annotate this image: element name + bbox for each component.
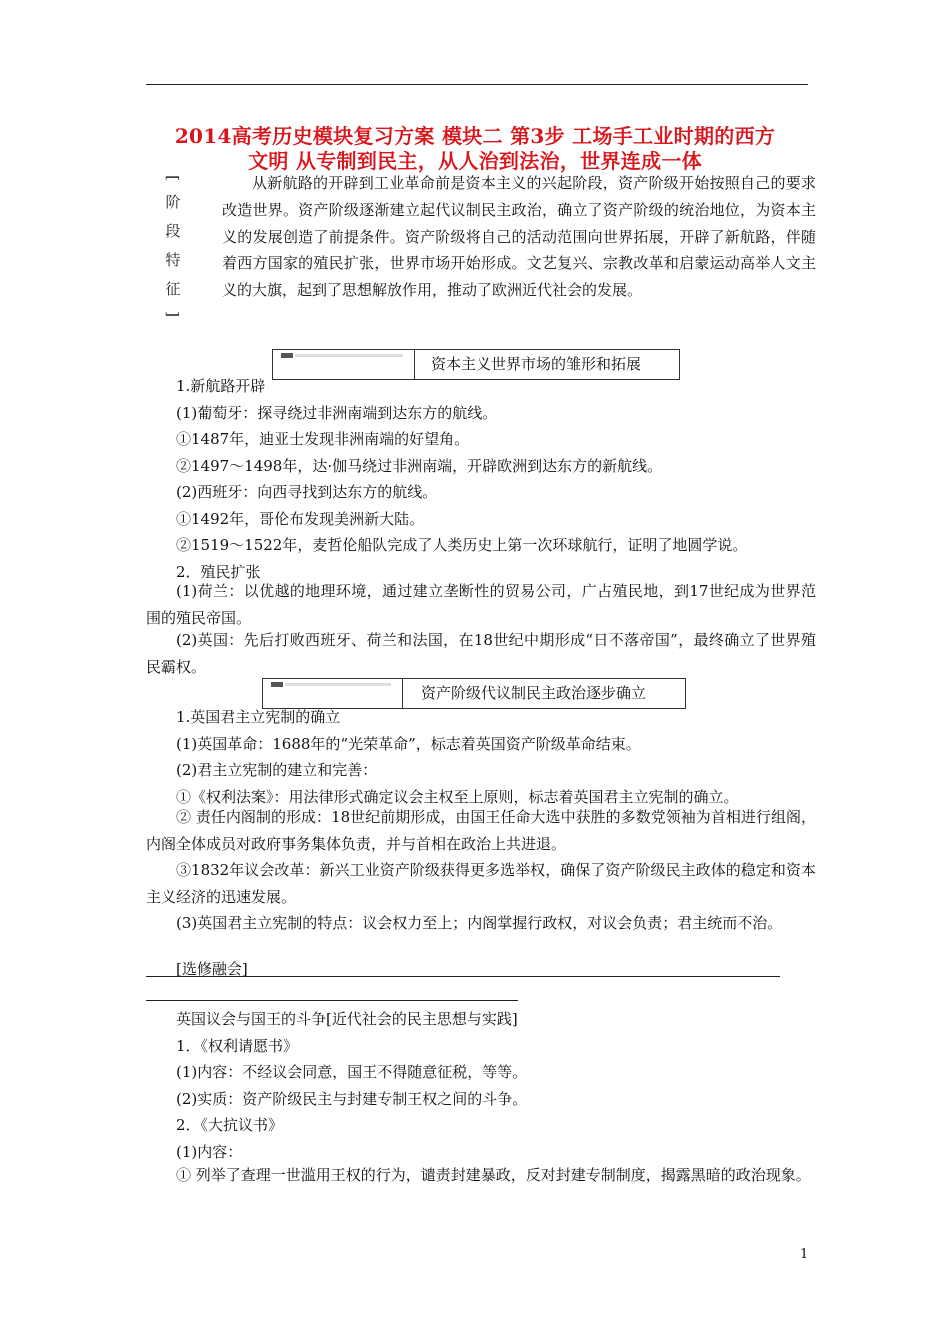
header-rule — [146, 84, 808, 85]
stage-feature-label — [160, 168, 186, 324]
text-line: ①《权利法案》：用法律形式确定议会主权至上原则，标志着英国君主立宪制的确立。 — [176, 788, 739, 806]
text-line: 英国议会与国王的斗争[近代社会的民主思想与实践] — [176, 1010, 518, 1028]
elective-rule-1 — [146, 976, 780, 977]
text-line: 2．《大抗议书》 — [176, 1116, 284, 1134]
text-line: ②1497～1498年，达·伽马绕过非洲南端，开辟欧洲到达东方的新航线。 — [176, 457, 663, 475]
elective-label: [选修融会] — [176, 960, 248, 978]
text-line: (1)内容：不经议会同意，国王不得随意征税，等等。 — [176, 1063, 528, 1081]
stage-char-3: 特 — [165, 251, 181, 269]
text-line: (2)实质：资产阶级民主与封建专制王权之间的斗争。 — [176, 1090, 528, 1108]
stage-char-4: 征 — [165, 280, 181, 298]
text-line: (1)葡萄牙：探寻绕过非洲南端到达东方的航线。 — [176, 404, 498, 422]
elective-rule-2 — [146, 1000, 518, 1001]
section-heading-2: 资产阶级代议制民主政治逐步确立 — [421, 684, 647, 702]
text-line: ①1492年，哥伦布发现美洲新大陆。 — [176, 510, 425, 528]
text-line: 2．殖民扩张 — [176, 563, 261, 581]
text-line: (1)内容： — [176, 1143, 243, 1161]
text-line: ②1519～1522年，麦哲伦船队完成了人类历史上第一次环球航行，证明了地圆学说。 — [176, 536, 748, 554]
paragraph-cabinet: ② 责任内阁制的形成：18世纪前期形成，由国王任命大选中获胜的多数党领袖为首相进行组阁，内阁全体成员对政府事务集体负责，并与首相在政治上共进退。 — [146, 808, 816, 853]
text-line: ①1487年，迪亚士发现非洲南端的好望角。 — [176, 430, 470, 448]
paragraph-reform: ③1832年议会改革：新兴工业资产阶级获得更多选举权，确保了资产阶级民主政体的稳定和资本主义经济的迅速发展。 — [146, 861, 816, 906]
paragraph-charles: ① 列举了查理一世滥用王权的行为，谴责封建暴政，反对封建专制制度，揭露黑暗的政治现象。 — [176, 1166, 811, 1184]
page-number: 1 — [800, 1247, 809, 1262]
title-line-1: 2014高考历史模块复习方案 模块二 第3步 工场手工业时期的西方 — [174, 124, 776, 148]
bracket-open: [ — [164, 175, 182, 181]
text-line: (2)君主立宪制的建立和完善： — [176, 761, 378, 779]
paragraph-features: (3)英国君主立宪制的特点：议会权力至上；内阁掌握行政权，对议会负责；君主统而不治。 — [176, 914, 783, 932]
bracket-close: ] — [164, 311, 182, 317]
document-title — [120, 124, 830, 174]
stage-char-2: 段 — [165, 222, 181, 240]
text-line: (2)西班牙：向西寻找到达东方的航线。 — [176, 483, 438, 501]
text-line: 1.新航路开辟 — [176, 377, 266, 395]
paragraph-holland: (1)荷兰：以优越的地理环境，通过建立垄断性的贸易公司，广占殖民地，到17世纪成为世界范围的殖民帝国。 — [146, 582, 816, 627]
section-heading-1: 资本主义世界市场的雏形和拓展 — [431, 355, 642, 373]
stage-char-1: 阶 — [165, 193, 181, 211]
text-line: (1)英国革命：1688年的“光荣革命”，标志着英国资产阶级革命结束。 — [176, 735, 641, 753]
text-line: 1．《权利请愿书》 — [176, 1037, 299, 1055]
text-line: 1.英国君主立宪制的确立 — [176, 708, 341, 726]
title-line-2: 文明 从专制到民主，从人治到法治，世界连成一体 — [248, 149, 702, 173]
stage-intro-paragraph: 从新航路的开辟到工业革命前是资本主义的兴起阶段，资产阶级开始按照自己的要求改造世界。资产阶级逐渐建立起代议制民主政治，确立了资产阶级的统治地位，为资本主义的发展创造了前提条件。资产阶级将自己的活动范围向世界拓展，开辟了新航路，伴随着西方国家的殖民扩张，世界市场开始形成。文艺复兴、宗教改革和启蒙运动高举人文主义的大旗，起到了思想解放作用，推动了欧洲近代社会的发展。 — [222, 174, 816, 300]
paragraph-england: (2)英国：先后打败西班牙、荷兰和法国，在18世纪中期形成“日不落帝国”，最终确立了世界殖民霸权。 — [146, 631, 816, 676]
